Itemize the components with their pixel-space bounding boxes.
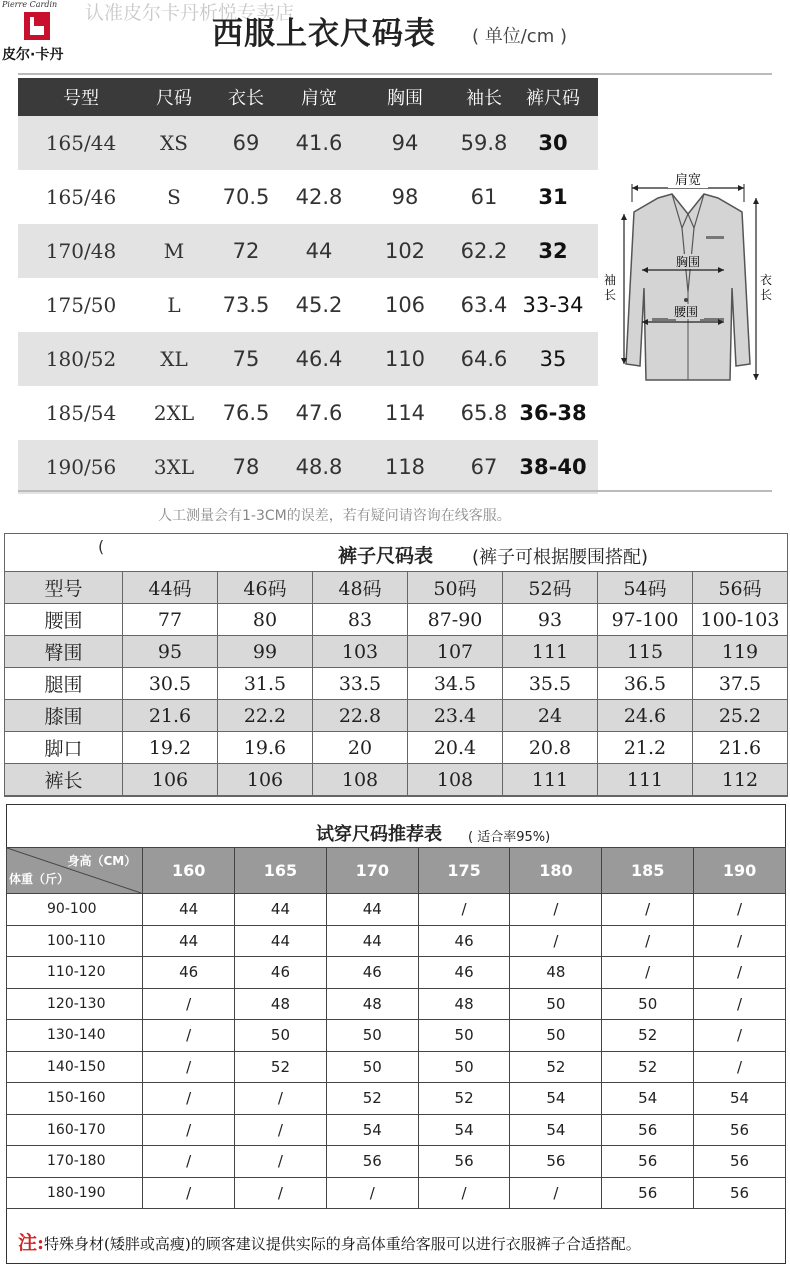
table-cell: / (694, 957, 786, 989)
height-header: 160 (143, 848, 235, 894)
table-cell: 25.2 (693, 700, 788, 732)
table-cell: 111 (503, 764, 598, 796)
stray-paren: ( (98, 537, 105, 556)
table-cell: 54 (510, 1083, 602, 1115)
table-cell: 19.2 (123, 732, 218, 764)
table-cell: 2XL (153, 401, 195, 425)
table-cell: 44 (326, 925, 418, 957)
table-cell: 48.8 (295, 455, 343, 479)
jacket-measurement-diagram (602, 168, 774, 390)
table-cell: 107 (408, 636, 503, 668)
table-row (7, 1146, 786, 1178)
jacket-label-sleeve-2: 长 (603, 288, 617, 302)
suit-header-cell: 尺码 (156, 88, 192, 109)
table-row (7, 1114, 786, 1146)
table-cell: L (167, 293, 181, 317)
table-cell: / (694, 894, 786, 926)
table-cell: 72 (232, 239, 260, 263)
table-cell: 腰围 (5, 604, 123, 636)
weight-cell: 120-130 (7, 988, 143, 1020)
table-cell: 46 (143, 957, 235, 989)
table-cell: 腿围 (5, 668, 123, 700)
table-cell: 44 (235, 925, 327, 957)
table-cell: 50 (235, 1020, 327, 1052)
table-cell: / (418, 1177, 510, 1209)
table-cell: M (163, 239, 185, 263)
note-mark: 注: (18, 1232, 45, 1254)
jacket-label-sleeve-1: 袖 (603, 273, 617, 287)
table-cell: 110 (384, 347, 426, 371)
table-cell: 46.4 (295, 347, 343, 371)
table-cell: 56 (326, 1146, 418, 1178)
table-cell: 119 (693, 636, 788, 668)
weight-axis-label: 体重（斤） (9, 872, 70, 886)
table-cell: 52 (326, 1083, 418, 1115)
table-cell: 175/50 (45, 293, 117, 317)
table-cell: 56 (418, 1146, 510, 1178)
table-cell: 44码 (123, 572, 218, 604)
weight-cell: 150-160 (7, 1083, 143, 1115)
weight-cell: 100-110 (7, 925, 143, 957)
table-cell: 44 (143, 925, 235, 957)
table-cell: 23.4 (408, 700, 503, 732)
suit-header-cell: 衣长 (228, 88, 264, 109)
table-cell: 170/48 (45, 239, 117, 263)
table-cell: 165/44 (45, 131, 117, 155)
table-cell: 108 (408, 764, 503, 796)
table-cell: 48 (235, 988, 327, 1020)
table-cell: / (418, 894, 510, 926)
table-cell: 73.5 (222, 293, 270, 317)
table-cell: 98 (391, 185, 419, 209)
suit-header-cell: 袖长 (466, 88, 502, 109)
table-cell: 20.8 (503, 732, 598, 764)
table-row (18, 224, 598, 278)
weight-cell: 160-170 (7, 1114, 143, 1146)
suit-header-cell: 肩宽 (301, 88, 337, 109)
table-cell: XL (160, 347, 188, 371)
table-cell: 76.5 (222, 401, 270, 425)
table-cell: 87-90 (408, 604, 503, 636)
weight-cell: 140-150 (7, 1051, 143, 1083)
table-cell: 52 (235, 1051, 327, 1083)
table-cell: 99 (218, 636, 313, 668)
table-cell: 67 (470, 455, 498, 479)
table-cell: 44 (235, 894, 327, 926)
table-cell: 54码 (598, 572, 693, 604)
table-cell: 45.2 (295, 293, 343, 317)
table-row (18, 278, 598, 332)
weight-cell: 130-140 (7, 1020, 143, 1052)
table-cell: 61 (470, 185, 498, 209)
table-row (7, 1051, 786, 1083)
table-cell: 裤长 (5, 764, 123, 796)
table-cell: 36.5 (598, 668, 693, 700)
table-cell: 52码 (503, 572, 598, 604)
table-cell: 95 (123, 636, 218, 668)
table-row (18, 386, 598, 440)
height-header: 175 (418, 848, 510, 894)
table-row (5, 764, 788, 796)
table-cell: 56 (694, 1114, 786, 1146)
table-cell: 48 (510, 957, 602, 989)
table-cell: / (694, 1020, 786, 1052)
table-cell: / (235, 1177, 327, 1209)
table-cell: 脚口 (5, 732, 123, 764)
table-cell: 24.6 (598, 700, 693, 732)
table-cell: 54 (694, 1083, 786, 1115)
table-cell: 48 (418, 988, 510, 1020)
table-cell: 47.6 (295, 401, 343, 425)
table-cell: 48 (326, 988, 418, 1020)
table-cell: 83 (313, 604, 408, 636)
height-header: 190 (694, 848, 786, 894)
suit-header-cell: 胸围 (387, 88, 423, 109)
table-cell: 24 (503, 700, 598, 732)
table-cell: 3XL (153, 455, 195, 479)
table-cell: 56 (694, 1177, 786, 1209)
table-cell: / (602, 894, 694, 926)
table-cell: 36-38 (519, 401, 587, 425)
suit-table-header (18, 78, 598, 116)
suit-table-title: 西服上衣尺码表 (212, 16, 436, 52)
table-cell: 44 (143, 894, 235, 926)
table-cell: 54 (326, 1114, 418, 1146)
suit-size-table (18, 78, 598, 494)
table-row (5, 668, 788, 700)
table-cell: 50 (510, 988, 602, 1020)
table-cell: 185/54 (45, 401, 117, 425)
table-cell: 65.8 (460, 401, 508, 425)
table-cell: / (143, 1083, 235, 1115)
table-cell: 62.2 (460, 239, 508, 263)
table-cell: 70.5 (222, 185, 270, 209)
table-cell: 111 (503, 636, 598, 668)
table-cell: / (602, 925, 694, 957)
table-cell: 97-100 (598, 604, 693, 636)
table-cell: 106 (218, 764, 313, 796)
table-cell: 78 (232, 455, 260, 479)
table-cell: / (143, 1051, 235, 1083)
table-cell: 46 (235, 957, 327, 989)
pants-table-title: 裤子尺码表 (338, 545, 434, 567)
table-cell: 膝围 (5, 700, 123, 732)
table-cell: 20 (313, 732, 408, 764)
table-cell: 56 (510, 1146, 602, 1178)
height-header: 170 (326, 848, 418, 894)
table-cell: 50 (510, 1020, 602, 1052)
table-cell: 56 (602, 1114, 694, 1146)
table-cell: 100-103 (693, 604, 788, 636)
table-cell: 32 (538, 239, 568, 263)
table-cell: 42.8 (295, 185, 343, 209)
divider (18, 490, 772, 492)
table-cell: / (694, 925, 786, 957)
height-header: 165 (235, 848, 327, 894)
table-cell: 56码 (693, 572, 788, 604)
table-row (18, 440, 598, 494)
table-cell: 50码 (408, 572, 503, 604)
table-cell: 108 (313, 764, 408, 796)
table-cell: 臀围 (5, 636, 123, 668)
table-cell: 115 (598, 636, 693, 668)
table-row (5, 604, 788, 636)
table-cell: 63.4 (460, 293, 508, 317)
table-cell: 22.2 (218, 700, 313, 732)
table-row (18, 332, 598, 386)
table-cell: 54 (510, 1114, 602, 1146)
table-row (7, 1020, 786, 1052)
table-cell: / (143, 1146, 235, 1178)
table-cell: 56 (602, 1146, 694, 1178)
table-cell: 46 (326, 957, 418, 989)
table-cell: / (602, 957, 694, 989)
size-recommend-table (6, 847, 786, 1209)
table-cell: 59.8 (460, 131, 508, 155)
corner-cell (7, 848, 143, 894)
table-cell: 52 (510, 1051, 602, 1083)
table-cell: 50 (326, 1051, 418, 1083)
recommend-table-title: 试穿尺码推荐表 (316, 824, 442, 845)
table-cell: 33.5 (313, 668, 408, 700)
table-cell: 31 (538, 185, 568, 209)
table-cell: 56 (602, 1177, 694, 1209)
table-cell: 64.6 (460, 347, 508, 371)
divider (18, 73, 772, 75)
table-cell: S (167, 185, 181, 209)
table-cell: / (510, 894, 602, 926)
table-cell: / (694, 988, 786, 1020)
table-cell: 75 (232, 347, 260, 371)
suit-header-cell: 号型 (63, 88, 99, 109)
jacket-label-length-1: 衣 (759, 273, 773, 287)
table-row (18, 116, 598, 170)
weight-cell: 170-180 (7, 1146, 143, 1178)
table-cell: 46 (418, 925, 510, 957)
table-cell: 21.2 (598, 732, 693, 764)
table-cell: / (326, 1177, 418, 1209)
table-cell: 50 (418, 1051, 510, 1083)
table-row (7, 925, 786, 957)
table-cell: 111 (598, 764, 693, 796)
table-cell: / (143, 988, 235, 1020)
height-header: 180 (510, 848, 602, 894)
weight-cell: 110-120 (7, 957, 143, 989)
table-cell: 48码 (313, 572, 408, 604)
table-row (5, 732, 788, 764)
table-row (7, 988, 786, 1020)
logo-icon (10, 12, 66, 44)
table-cell: 165/46 (45, 185, 117, 209)
table-cell: 56 (694, 1146, 786, 1178)
pants-table-subtitle: (裤子可根据腰围搭配) (472, 547, 649, 568)
table-cell: 52 (418, 1083, 510, 1115)
table-cell: 30.5 (123, 668, 218, 700)
table-row (7, 957, 786, 989)
table-row (7, 1177, 786, 1209)
weight-cell: 90-100 (7, 894, 143, 926)
table-cell: 型号 (5, 572, 123, 604)
table-cell: 54 (602, 1083, 694, 1115)
table-cell: 44 (326, 894, 418, 926)
note-text: 特殊身材(矮胖或高瘦)的顾客建议提供实际的身高体重给客服可以进行衣服裤子合适搭配。 (44, 1235, 641, 1253)
table-cell: 50 (602, 988, 694, 1020)
table-cell: 46码 (218, 572, 313, 604)
table-header-row (7, 848, 786, 894)
recommend-table-subtitle: ( 适合率95%) (468, 830, 551, 845)
height-header: 185 (602, 848, 694, 894)
table-cell: 93 (503, 604, 598, 636)
table-cell: 94 (391, 131, 419, 155)
table-cell: / (235, 1114, 327, 1146)
table-cell: 22.8 (313, 700, 408, 732)
table-cell: 190/56 (45, 455, 117, 479)
store-watermark: 认准皮尔卡丹析悦专卖店 (85, 2, 295, 24)
table-row (5, 700, 788, 732)
table-cell: 106 (384, 293, 426, 317)
table-cell: 38-40 (519, 455, 587, 479)
table-cell: 46 (418, 957, 510, 989)
table-cell: / (510, 925, 602, 957)
table-cell: 19.6 (218, 732, 313, 764)
table-cell: / (143, 1114, 235, 1146)
pants-size-table (4, 571, 788, 796)
table-cell: 21.6 (123, 700, 218, 732)
measurement-note: 人工测量会有1-3CM的误差，若有疑问请咨询在线客服。 (158, 508, 511, 524)
table-cell: 37.5 (693, 668, 788, 700)
table-cell: 31.5 (218, 668, 313, 700)
table-cell: 34.5 (408, 668, 503, 700)
table-cell: / (143, 1020, 235, 1052)
weight-cell: 180-190 (7, 1177, 143, 1209)
table-cell: 21.6 (693, 732, 788, 764)
table-cell: 30 (538, 131, 568, 155)
table-cell: 180/52 (45, 347, 117, 371)
table-cell: 33-34 (522, 293, 584, 317)
table-cell: 77 (123, 604, 218, 636)
table-cell: / (143, 1177, 235, 1209)
table-cell: 52 (602, 1051, 694, 1083)
table-cell: 35 (539, 347, 567, 371)
table-cell: / (235, 1083, 327, 1115)
table-cell: 54 (418, 1114, 510, 1146)
table-cell: 35.5 (503, 668, 598, 700)
logo-signature: Pierre Cardin (2, 0, 58, 9)
table-cell: 118 (384, 455, 426, 479)
jacket-label-waist: 腰围 (673, 305, 699, 319)
jacket-label-shoulder: 肩宽 (674, 173, 702, 188)
table-cell: / (694, 1051, 786, 1083)
height-axis-label: 身高（CM） (67, 854, 137, 868)
table-cell: / (235, 1146, 327, 1178)
jacket-label-length-2: 长 (759, 288, 773, 302)
table-cell: 80 (218, 604, 313, 636)
table-cell: 20.4 (408, 732, 503, 764)
table-cell: 52 (602, 1020, 694, 1052)
jacket-label-chest: 胸围 (675, 255, 701, 269)
suit-table-unit: ( 单位/cm ) (472, 26, 567, 47)
table-cell: 114 (384, 401, 426, 425)
suit-header-cell: 裤尺码 (526, 88, 580, 109)
logo-name: 皮尔·卡丹 (2, 47, 64, 63)
table-cell: 41.6 (295, 131, 343, 155)
table-row (7, 1083, 786, 1115)
table-row (7, 894, 786, 926)
table-cell: / (510, 1177, 602, 1209)
table-row (18, 170, 598, 224)
table-cell: 50 (326, 1020, 418, 1052)
table-cell: 103 (313, 636, 408, 668)
table-cell: 112 (693, 764, 788, 796)
table-cell: 50 (418, 1020, 510, 1052)
table-cell: XS (160, 131, 188, 155)
table-cell: 44 (305, 239, 333, 263)
special-body-note (18, 1228, 641, 1255)
table-cell: 102 (384, 239, 426, 263)
table-cell: 106 (123, 764, 218, 796)
table-row (5, 636, 788, 668)
table-row (5, 572, 788, 604)
table-cell: 69 (232, 131, 260, 155)
